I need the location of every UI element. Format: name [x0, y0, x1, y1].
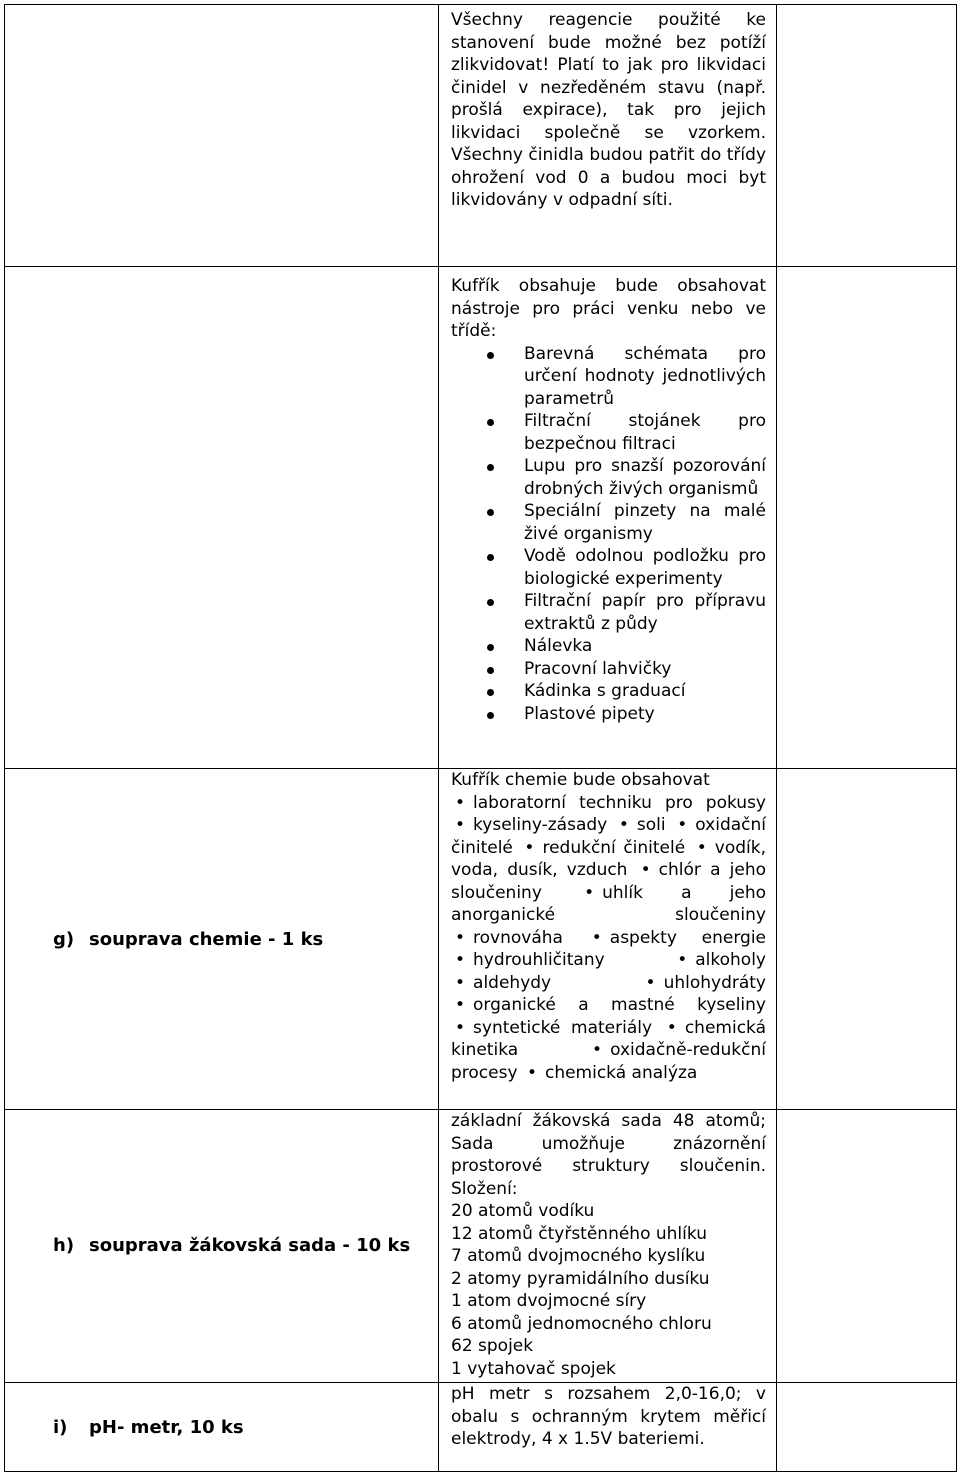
item-label-cell: [5, 5, 439, 267]
composition-line: 1 vytahovač spojek: [451, 1358, 616, 1379]
list-item: • aldehydy: [451, 973, 551, 993]
list-item: Vodě odolnou podložku pro biologické experimenty: [451, 545, 766, 590]
composition-line: 7 atomů dvojmocného kyslíku: [451, 1246, 706, 1266]
list-item: • alkoholy: [673, 950, 766, 970]
list-item: Nálevka: [451, 635, 766, 658]
list-item: • chlór a jeho sloučeniny: [451, 860, 766, 903]
list-item: • syntetické materiály: [451, 1018, 652, 1038]
table-row: [5, 769, 957, 1110]
item-name: souprava žákovská sada - 10 ks: [89, 1234, 411, 1256]
item-label-cell: [5, 267, 439, 769]
composition-line: 2 atomy pyramidálního dusíku: [451, 1268, 710, 1289]
list-item: Barevná schémata pro určení hodnoty jednotlivých parametrů: [451, 343, 766, 411]
list-item: Speciální pinzety na malé živé organismy: [451, 500, 766, 545]
list-item: • chemická analýza: [523, 1063, 697, 1083]
list-item: Filtrační papír pro přípravu extraktů z půdy: [451, 590, 766, 635]
list-item: • vodík, voda, dusík, vzduch: [451, 838, 766, 881]
item-label-cell: [5, 769, 439, 1110]
ph-meter-description: pH metr s rozsahem 2,0-16,0; v obalu s ochranným krytem měřicí elektrody, 4 x 1.5V bateriemi.: [451, 1384, 766, 1449]
case-intro-text: Kufřík obsahuje bude obsahovat nástroje pro práci venku nebo ve třídě:: [451, 276, 766, 341]
description-cell: [439, 769, 777, 1110]
empty-cell: [777, 1110, 957, 1383]
empty-cell: [777, 267, 957, 769]
list-item: Plastové pipety: [451, 703, 766, 726]
item-label-cell: [5, 1110, 439, 1383]
empty-cell: [777, 769, 957, 1110]
table-row: [5, 267, 957, 769]
list-item: • oxidačně-redukční procesy: [451, 1040, 766, 1083]
student-kit-description: základní žákovská sada 48 atomů; Sada umožňuje znázornění prostorové struktury sloučenin. Složení:: [451, 1111, 766, 1199]
chemistry-intro: Kufřík chemie bude obsahovat: [451, 770, 710, 790]
composition-line: 12 atomů čtyřstěnného uhlíku: [451, 1223, 707, 1244]
list-item: • uhlohydráty: [642, 973, 766, 993]
item-label: g) souprava chemie - 1 ks: [53, 928, 324, 950]
list-item: • organické a mastné kyseliny: [451, 995, 766, 1015]
table-row: [5, 1383, 957, 1472]
list-item: • oxidační činitelé: [451, 815, 766, 858]
empty-cell: [777, 1383, 957, 1472]
table-row: [5, 1110, 957, 1383]
list-item: • kyseliny-zásady: [451, 815, 607, 835]
list-item: • hydrouhličitany: [451, 950, 605, 970]
list-item: • aspekty energie: [588, 928, 766, 948]
item-label: h) souprava žákovská sada - 10 ks: [53, 1234, 411, 1256]
description-cell: [439, 1383, 777, 1472]
composition-line: 20 atomů vodíku: [451, 1201, 595, 1221]
specification-table: [4, 4, 957, 1472]
composition-line: 6 atomů jednomocného chloru: [451, 1313, 712, 1334]
description-cell: [439, 5, 777, 267]
table-row: [5, 5, 957, 267]
list-item: Kádinka s graduací: [451, 680, 766, 703]
list-item: • soli: [615, 815, 666, 835]
list-item: Pracovní lahvičky: [451, 658, 766, 681]
item-name: souprava chemie - 1 ks: [89, 928, 324, 950]
item-label-cell: [5, 1383, 439, 1472]
list-item: • chemická kinetika: [451, 1018, 766, 1061]
description-cell: [439, 267, 777, 769]
list-item: Lupu pro snazší pozorování drobných živých organismů: [451, 455, 766, 500]
item-name: pH- metr, 10 ks: [89, 1416, 244, 1438]
composition-line: 62 spojek: [451, 1336, 534, 1356]
empty-cell: [777, 5, 957, 267]
reagent-disposal-text: Všechny reagencie použité ke stanovení bude možné bez potíží zlikvidovat! Platí to jak pro likvidaci činidel v nezředěném stavu (např. prošlá expirace), tak pro jejich likvidaci společně se vzorkem. Všechny činidla budou patřit do třídy ohrožení vod 0 a budou moci byt likvidovány v odpadní síti.: [451, 10, 766, 210]
list-item: Filtrační stojánek pro bezpečnou filtraci: [451, 410, 766, 455]
list-item: • rovnováha: [451, 928, 563, 948]
list-item: • redukční činitelé: [520, 838, 685, 858]
list-item: • uhlík a jeho anorganické sloučeniny: [451, 883, 766, 926]
case-contents-list: [451, 343, 766, 726]
list-item: • laboratorní techniku pro pokusy: [451, 793, 766, 813]
item-label: i) pH- metr, 10 ks: [53, 1416, 244, 1438]
composition-line: 1 atom dvojmocné síry: [451, 1291, 647, 1311]
description-cell: [439, 1110, 777, 1383]
